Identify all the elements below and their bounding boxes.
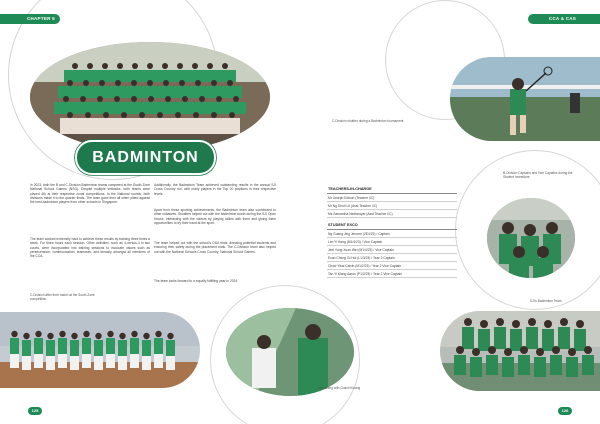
shuttler-photo [450, 57, 600, 141]
teachers-heading: TEACHERS-IN-CHARGE [328, 187, 372, 191]
table-row: Chow Yikai Calvin (M1/2/23) / Year 2 Vice Captain [327, 262, 457, 270]
coach-photo [226, 308, 354, 396]
paragraph: Apart from these sporting achievements, the Badminton team also contributed to other initiatives. Shuttlers helped out with the badminton booth during the SJI Open House, interacting with the visitors by playing rallies with them and giving them opportunities to try their hand at the sport. [154, 208, 276, 225]
photo-caption: B-Division Captains and Vice Captains during the Student Investiture [503, 171, 573, 179]
page-number: 125 [28, 407, 42, 415]
table-row: Mr Ng Shuh Lit (Asst Teacher I/C) [327, 202, 457, 210]
team-photo [30, 42, 270, 152]
photo-caption: Interacting with Coach Kwong [318, 386, 361, 390]
table-row: Evan Cheng Gi Hui (L1/3/23) / Year 2 Captain [327, 254, 457, 262]
paragraph: Additionally, the Badminton Team achieved outstanding results in the annual SJI Cross Country run, with many players in the Top 20 positions in their respective levels. [154, 183, 276, 196]
page-title: BADMINTON [75, 140, 216, 175]
paragraph: The team worked extremely hard to achieve these results by training three times a week. For three hours each session. Other activities, such as 4-versus-4 in two courts, were incorporated into training sessions to inculcate values such as perseverance, communication, teamwork, and tenacity amongst all members of the CCA. [30, 237, 150, 259]
chapter-tab: CHAPTER 5 [0, 14, 60, 24]
table-row: Tan Yi Kiang Aaron (P1/2/23) / Year 2 Vice Captain [327, 270, 457, 278]
section-tab: CCA & CAS [528, 14, 600, 24]
captains-photo [487, 198, 575, 278]
paragraph: The team looks forward to a equally fulfilling year in 2024. [154, 279, 239, 283]
table-row: Jeel Yong Xuan Wei (M1/4/23) / Vice Captain [327, 246, 457, 254]
photo-caption: C-Division shuttler during a Badminton tournament [332, 119, 404, 123]
photo-caption: C-Division after their match at the South Zone competition [30, 293, 95, 301]
table-row: Mr Joseph Edison (Teacher I/C) [327, 194, 457, 202]
paragraph: The team helped out with the school's DSA trials, directing potential students and ensuring their safety during the placement trials. The C-Division team also helped out with the National Schools Cross Country, National School Games. [154, 241, 276, 254]
paragraph: In 2023, both the B and C-Division Badminton teams competed at the South Zone National School Games (NSG). Despite multiple setbacks, both teams were placed 4th at their respective zonal competitions. In the National rounds, both divisions made it to the quarter finals. The team gave their all when pitted against the best badminton players from other schools in Singapore. [30, 183, 150, 205]
badminton-team-photo [440, 311, 600, 391]
table-row: Ng Guang Jing Jerome (2E4/23) / Captain [327, 230, 457, 238]
table-row: Ms Samantha Neelaroyar (Asst Teacher I/C) [327, 210, 457, 218]
page-number: 126 [558, 407, 572, 415]
table-row: Lim Yi Hang (M1/4/23) / Vice Captain [327, 238, 457, 246]
photo-caption: SJI's Badminton Team [530, 299, 562, 303]
c-division-photo [0, 312, 200, 388]
student-exco-heading: STUDENT EXCO [328, 223, 358, 227]
